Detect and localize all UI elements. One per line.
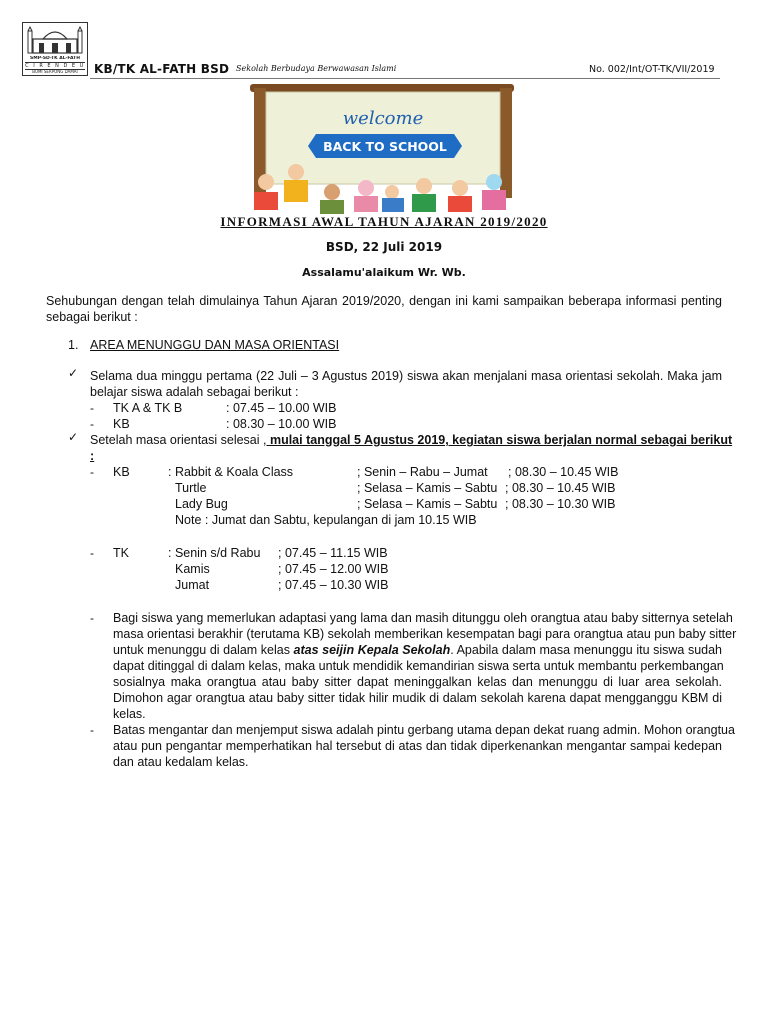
para1-line-5: sosialnya maka orangtua atau baby sitter dapat meninggalkan kelas dan menunggu di luar area sekolah. <box>113 675 722 689</box>
item1-line-1: Selama dua minggu pertama (22 Juli – 3 Agustus 2019) siswa akan menjalani masa orientasi sekolah. Maka jam <box>90 369 722 383</box>
para1-line-6: Dimohon agar orangtua atau baby sitter tidak hilir mudik di dalam sekolah karena dapat mengganggu KBM di <box>113 691 722 705</box>
orientation-time-tk: : 07.45 – 10.00 WIB <box>226 401 337 415</box>
item2-intro-text: Setelah masa orientasi selesai , <box>90 433 267 447</box>
tk-days-fri: Jumat <box>175 578 210 592</box>
kb-class-turtle: Turtle <box>175 481 207 495</box>
kb-class-rabbit-koala: : Rabbit & Koala Class <box>168 465 294 479</box>
para1-line-3-post: . Apabila dalam masa menunggu itu siswa sudah <box>450 643 723 657</box>
tk-days-thu: Kamis <box>175 562 210 576</box>
para1-line-1: Bagi siswa yang memerlukan adaptasi yang lama dan masih ditunggu oleh orangtua atau baby sitternya setelah <box>113 611 733 625</box>
section-heading: AREA MENUNGGU DAN MASA ORIENTASI <box>90 338 340 352</box>
para1-line-3-pre: untuk menunggu di dalam kelas <box>113 643 294 657</box>
back-to-school-banner <box>232 84 532 216</box>
dash-bullet: - <box>90 546 94 560</box>
banner-welcome-text: welcome <box>342 108 424 129</box>
document-number: No. 002/Int/OT-TK/VII/2019 <box>589 64 715 75</box>
para2-line-3: dan atau kedalam kelas. <box>113 755 249 769</box>
orientation-time-kb: : 08.30 – 10.00 WIB <box>226 417 337 431</box>
header-divider <box>90 78 720 79</box>
tk-label: TK <box>113 546 129 560</box>
dash-bullet: - <box>90 401 94 415</box>
dash-bullet: - <box>90 723 94 737</box>
check-icon: ✓ <box>68 430 79 444</box>
greeting: Assalamu'alaikum Wr. Wb. <box>302 266 466 279</box>
para1-line-2: masa orientasi berakhir (terutama KB) sekolah memberikan kesempatan bagi para orangtua atau pun baby sitter <box>113 627 737 641</box>
para1-line-3-emphasis: atas seijin Kepala Sekolah <box>293 643 451 657</box>
kb-days-turtle: ; Selasa – Kamis – Sabtu <box>357 481 498 495</box>
tk-days-mon-wed: : Senin s/d Rabu <box>168 546 261 560</box>
logo-text-school: SMP-SD-TK AL-FATH <box>30 56 80 61</box>
kb-time-lady-bug: ; 08.30 – 10.30 WIB <box>505 497 616 511</box>
item1-line-2: belajar siswa adalah sebagai berikut : <box>90 385 299 399</box>
kb-time-rabbit-koala: ; 08.30 – 10.45 WIB <box>508 465 619 479</box>
para1-line-3 <box>113 643 722 657</box>
school-tagline: Sekolah Berbudaya Berwawasan Islami <box>236 64 397 73</box>
item2-colon: : <box>90 449 95 463</box>
logo-text-city: BUMI SERPONG DAMAI <box>32 69 78 74</box>
document-title: INFORMASI AWAL TAHUN AJARAN 2019/2020 <box>220 214 548 229</box>
school-name: KB/TK AL-FATH BSD <box>94 62 230 76</box>
dash-bullet: - <box>90 465 94 479</box>
para1-line-4: dapat ditinggal di dalam kelas, maka untuk mendidik kemandirian siswa serta untuk membantu perkembangan <box>113 659 724 673</box>
school-logo <box>22 22 88 76</box>
orientation-label-kb: KB <box>113 417 130 431</box>
kb-class-lady-bug: Lady Bug <box>175 497 228 511</box>
section-number: 1. <box>68 338 79 352</box>
intro-line-1: Sehubungan dengan telah dimulainya Tahun Ajaran 2019/2020, dengan ini kami sampaikan beberapa informasi penting <box>46 294 722 308</box>
dash-bullet: - <box>90 417 94 431</box>
intro-line-2: sebagai berikut : <box>46 310 138 324</box>
check-icon: ✓ <box>68 366 79 380</box>
mosque-icon <box>25 25 85 55</box>
item2-emphasis: mulai tanggal 5 Agustus 2019, kegiatan siswa berjalan normal sebagai berikut <box>266 433 733 447</box>
kb-note: Note : Jumat dan Sabtu, kepulangan di jam 10.15 WIB <box>175 513 477 527</box>
banner-back-to-school-text: BACK TO SCHOOL <box>323 139 447 154</box>
kb-days-lady-bug: ; Selasa – Kamis – Sabtu <box>357 497 498 511</box>
kb-time-turtle: ; 08.30 – 10.45 WIB <box>505 481 616 495</box>
tk-time-fri: ; 07.45 – 10.30 WIB <box>278 578 389 592</box>
kb-days-rabbit-koala: ; Senin – Rabu – Jumat <box>357 465 488 479</box>
para2-line-2: atau pun pengantar memperhatikan hal tersebut di atas dan tidak diperkenankan mengantar sampai kedepan <box>113 739 722 753</box>
orientation-label-tk: TK A & TK B <box>113 401 183 415</box>
para1-line-7: kelas. <box>113 707 146 721</box>
para2-line-1: Batas mengantar dan menjemput siswa adalah pintu gerbang utama depan dekat ruang admin. Mohon orangtua <box>113 723 735 737</box>
tk-time-thu: ; 07.45 – 12.00 WIB <box>278 562 389 576</box>
dash-bullet: - <box>90 611 94 625</box>
logo-text-location: C I R E N D E U <box>25 63 85 69</box>
kb-label: KB <box>113 465 130 479</box>
document-date: BSD, 22 Juli 2019 <box>325 240 443 254</box>
item2-intro <box>90 433 732 447</box>
tk-time-mon-wed: ; 07.45 – 11.15 WIB <box>278 546 388 560</box>
